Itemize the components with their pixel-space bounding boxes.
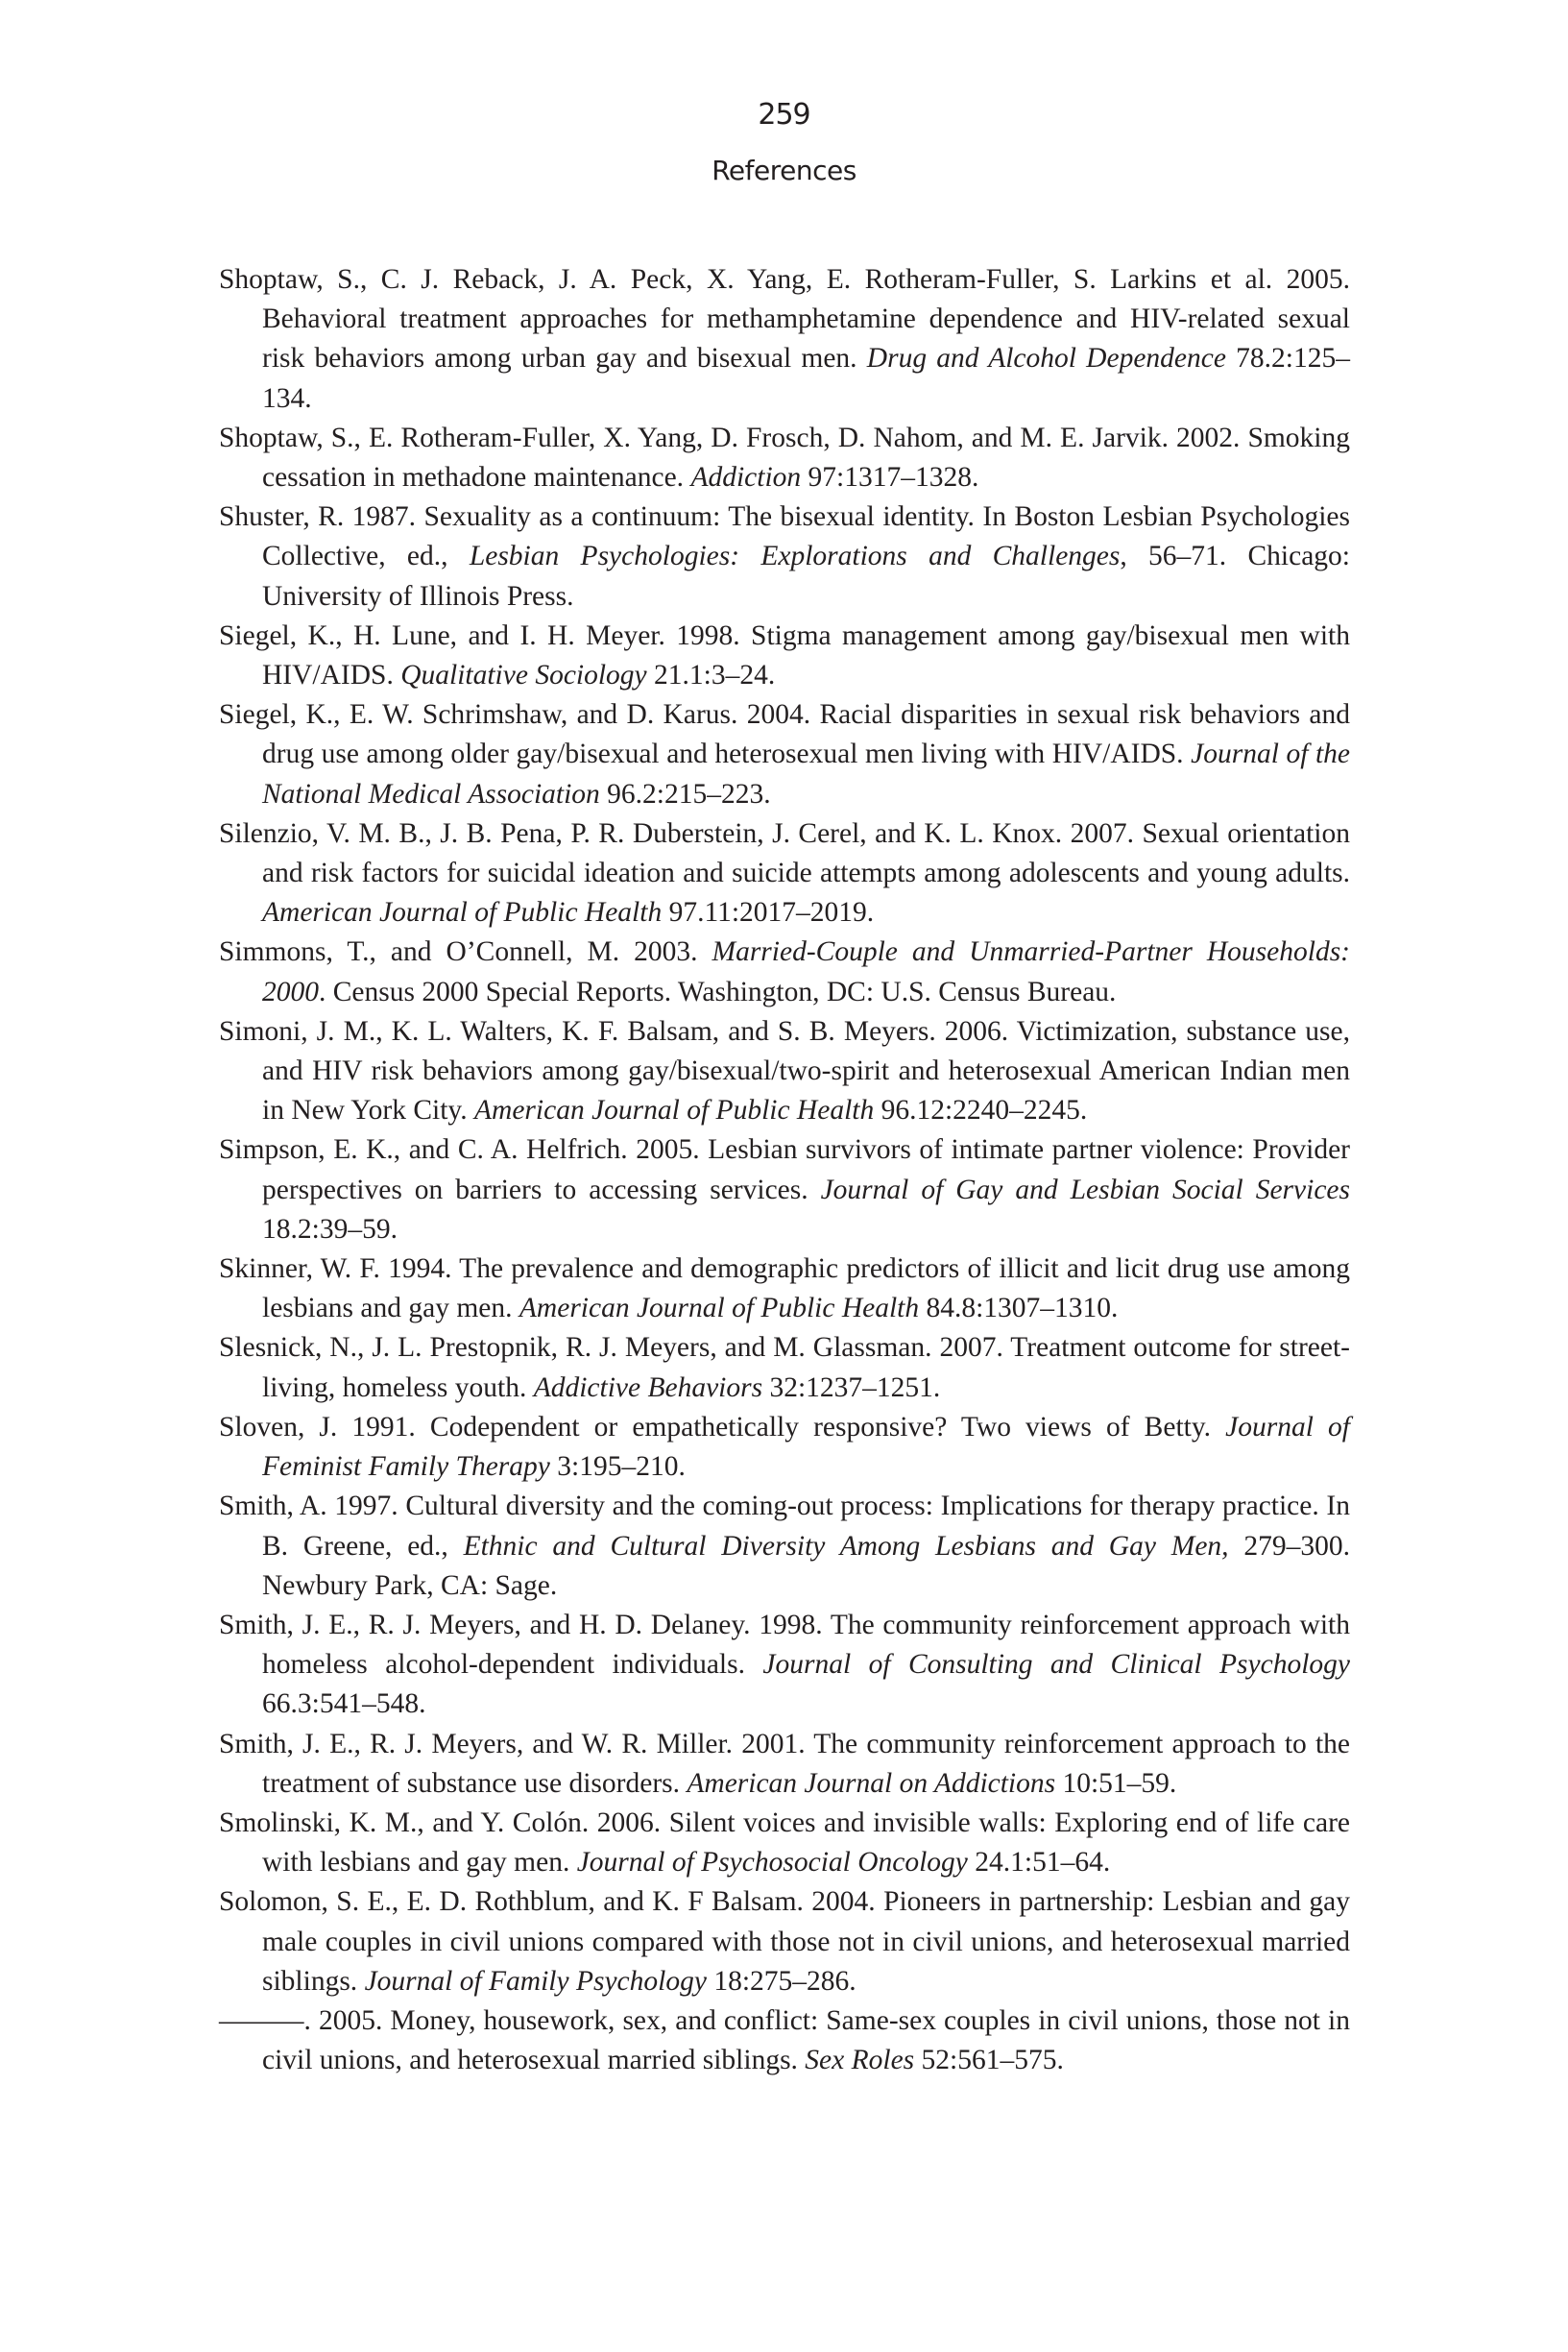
reference-citation: 78.2:125–134. [262, 343, 1351, 414]
reference-citation: . Census 2000 Special Reports. Washington, DC: U.S. Census Bureau. [319, 976, 1117, 1007]
reference-text: Slesnick, N., J. L. Prestopnik, R. J. Meyers, and M. Glassman. 2007. Treatment outcome for street-living, homeless youth. [219, 1332, 1350, 1403]
page-number: 259 [758, 98, 810, 132]
reference-source-title: Drug and Alcohol Dependence [866, 343, 1226, 375]
reference-list [219, 260, 1350, 2080]
reference-citation: 66.3:541–548. [262, 1688, 426, 1720]
reference-source-title: American Journal of Public Health [519, 1293, 920, 1324]
reference-text: Shoptaw, S., E. Rotheram-Fuller, X. Yang, D. Frosch, D. Nahom, and M. E. Jarvik. 2002. Smoking cessation in methadone maintenance. [219, 422, 1350, 494]
reference-text: Solomon, S. E., E. D. Rothblum, and K. F Balsam. 2004. Pioneers in partnership: Lesbian and gay male couples in civil unions compared with those not in civil unions, and heterosexual married siblings. [219, 1886, 1350, 1997]
reference-citation: 21.1:3–24. [646, 660, 776, 691]
reference-entry [219, 2001, 1350, 2080]
reference-citation: 84.8:1307–1310. [919, 1293, 1119, 1324]
reference-entry [219, 1328, 1350, 1407]
reference-citation: 18.2:39–59. [262, 1213, 398, 1245]
reference-text: Simpson, E. K., and C. A. Helfrich. 2005. Lesbian survivors of intimate partner violence: Provider perspectives on barriers to accessing services. [219, 1134, 1350, 1205]
reference-citation: 24.1:51–64. [967, 1847, 1111, 1879]
reference-text: Shuster, R. 1987. Sexuality as a continuum: The bisexual identity. In Boston Lesbian Psychologies Collective, ed., [219, 501, 1350, 572]
reference-entry [219, 1725, 1350, 1804]
reference-source-title: Journal of Family Psychology [364, 1965, 707, 1997]
reference-citation: 96.12:2240–2245. [874, 1095, 1088, 1127]
reference-citation: 97:1317–1328. [801, 462, 979, 494]
reference-text: Silenzio, V. M. B., J. B. Pena, P. R. Duberstein, J. Cerel, and K. L. Knox. 2007. Sexual orientation and risk factors for suicidal ideation and suicide attempts among adolescents and young adults. [219, 817, 1350, 889]
reference-entry [219, 1408, 1350, 1487]
reference-text: Simmons, T., and O’Connell, M. 2003. [219, 936, 712, 968]
reference-citation: 10:51–59. [1055, 1767, 1177, 1799]
running-head: References [712, 155, 856, 186]
reference-source-title: American Journal of Public Health [262, 897, 663, 929]
reference-entry [219, 1606, 1350, 1725]
reference-source-title: Addictive Behaviors [533, 1371, 763, 1403]
reference-entry [219, 1130, 1350, 1249]
reference-source-title: Journal of Psychosocial Oncology [576, 1847, 968, 1879]
reference-entry [219, 1249, 1350, 1328]
reference-text: Sloven, J. 1991. Codependent or empathetically responsive? Two views of Betty. [219, 1411, 1226, 1443]
reference-text: Simoni, J. M., K. L. Walters, K. F. Balsam, and S. B. Meyers. 2006. Victimization, substance use, and HIV risk behaviors among gay/bisexual/two-spirit and heterosexual American Indian men in New York City. [219, 1015, 1350, 1127]
reference-entry [219, 497, 1350, 617]
reference-text: Skinner, W. F. 1994. The prevalence and demographic predictors of illicit and licit drug use among lesbians and gay men. [219, 1253, 1350, 1324]
reference-citation: 3:195–210. [549, 1451, 686, 1483]
reference-citation: , 56–71. Chicago: University of Illinois Press. [262, 541, 1350, 612]
reference-text: Smith, A. 1997. Cultural diversity and the coming-out process: Implications for therapy practice. In B. Greene, ed., [219, 1491, 1350, 1562]
reference-source-title: Sex Roles [805, 2045, 915, 2076]
reference-entry [219, 1012, 1350, 1131]
reference-text: Siegel, K., E. W. Schrimshaw, and D. Karus. 2004. Racial disparities in sexual risk behaviors and drug use among older gay/bisexual and heterosexual men living with HIV/AIDS. [219, 699, 1350, 770]
reference-citation: 96.2:215–223. [599, 778, 771, 810]
reference-citation: 279–300. Newbury Park, CA: Sage. [262, 1530, 1350, 1601]
reference-source-title: Married-Couple and Unmarried-Partner Households: 2000 [262, 936, 1350, 1007]
reference-source-title: Journal of the National Medical Association [262, 739, 1350, 810]
reference-text: Smith, J. E., R. J. Meyers, and W. R. Miller. 2001. The community reinforcement approach to the treatment of substance use disorders. [219, 1728, 1350, 1799]
reference-text: ———. 2005. Money, housework, sex, and conflict: Same-sex couples in civil unions, those not in civil unions, and heterosexual married siblings. [219, 2004, 1350, 2076]
reference-entry [219, 695, 1350, 814]
reference-source-title: Qualitative Sociology [400, 660, 647, 691]
reference-source-title: Journal of Feminist Family Therapy [262, 1411, 1350, 1483]
reference-source-title: Addiction [690, 462, 802, 494]
reference-text: Siegel, K., H. Lune, and I. H. Meyer. 1998. Stigma management among gay/bisexual men with HIV/AIDS. [219, 619, 1350, 691]
reference-entry [219, 1487, 1350, 1606]
reference-entry [219, 814, 1350, 934]
reference-text: Shoptaw, S., C. J. Reback, J. A. Peck, X. Yang, E. Rotheram-Fuller, S. Larkins et al. 2005. Behavioral treatment approaches for methamphetamine dependence and HIV-related sexual risk behaviors among urban gay and bisexual men. [219, 264, 1350, 375]
reference-source-title: Journal of Consulting and Clinical Psychology [762, 1649, 1350, 1681]
reference-text: Smith, J. E., R. J. Meyers, and H. D. Delaney. 1998. The community reinforcement approach with homeless alcohol-dependent individuals. [219, 1609, 1350, 1681]
reference-citation: 97.11:2017–2019. [662, 897, 875, 929]
reference-entry [219, 1804, 1350, 1882]
reference-entry [219, 933, 1350, 1011]
reference-source-title: Journal of Gay and Lesbian Social Services [820, 1174, 1350, 1205]
reference-source-title: American Journal on Addictions [687, 1767, 1056, 1799]
reference-entry [219, 260, 1350, 419]
reference-text: Smolinski, K. M., and Y. Colón. 2006. Silent voices and invisible walls: Exploring end of life care with lesbians and gay men. [219, 1806, 1350, 1879]
reference-entry [219, 419, 1350, 497]
reference-source-title: Lesbian Psychologies: Explorations and Challenges [469, 541, 1121, 572]
reference-source-title: American Journal of Public Health [474, 1095, 875, 1127]
reference-entry [219, 617, 1350, 695]
reference-citation: 32:1237–1251. [762, 1371, 941, 1403]
reference-source-title: Ethnic and Cultural Diversity Among Lesbians and Gay Men, [463, 1530, 1229, 1562]
reference-citation: 52:561–575. [914, 2045, 1064, 2076]
reference-entry [219, 1882, 1350, 2001]
reference-citation: 18:275–286. [706, 1965, 856, 1997]
